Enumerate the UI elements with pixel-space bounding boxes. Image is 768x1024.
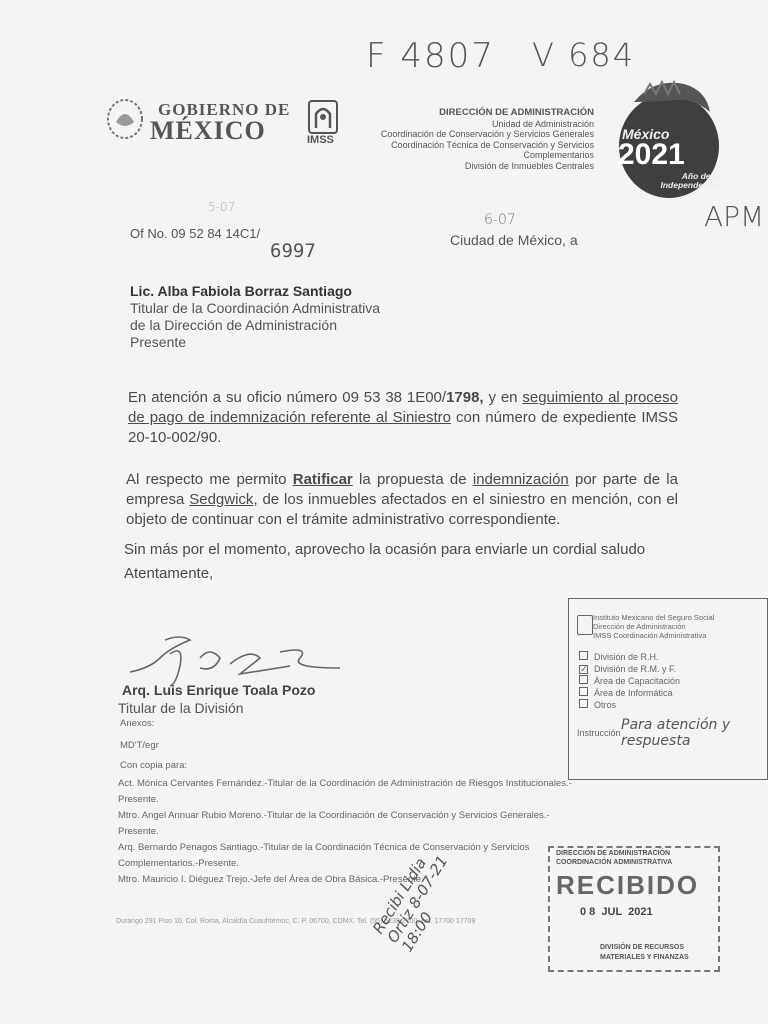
handwritten-folio-right: V 684: [532, 36, 636, 74]
body-paragraph-1: [128, 388, 678, 448]
checkbox-icon[interactable]: [579, 699, 588, 708]
handwritten-top-note: 5-07: [208, 200, 236, 214]
routing-option[interactable]: [579, 675, 680, 687]
received-stamp: [548, 846, 720, 972]
government-name-line2: MÉXICO: [150, 116, 266, 145]
routing-instruction-handwritten: Para atención y respuesta: [621, 717, 731, 749]
cc-line: Mtro. Mauricio I. Diéguez Trejo.-Jefe del Área de Obra Básica.-Presente.: [118, 874, 424, 885]
p2-text: , de los inmuebles afectados en el siniestro en mención, con el objeto de continuar con el trámite administrativo correspondiente.: [126, 491, 678, 528]
cc-title: Con copia para:: [120, 760, 188, 771]
handwritten-folio-left: F 4807: [366, 36, 495, 76]
routing-options: [579, 651, 680, 711]
p1-underlined: seguimiento al proceso de pago de indemnización referente al Siniestro: [128, 389, 678, 426]
recipient-block: [130, 282, 380, 351]
handwritten-date-note: 6-07: [484, 212, 516, 228]
cc-line: Arq. Bernardo Penagos Santiago.-Titular de la Coordinación Técnica de Conservación y Servicios: [118, 842, 530, 853]
independence-2021-badge: [614, 72, 724, 202]
cc-line: Presente.: [118, 826, 159, 837]
routing-option-label: División de R.M. y F.: [594, 664, 677, 674]
dependency-header: [330, 108, 594, 171]
p1-text: con número de expediente IMSS 20-10-002/90.: [128, 409, 679, 446]
office-number: Of No. 09 52 84 14C1/: [130, 226, 261, 241]
stamp-line: COORDINACIÓN ADMINISTRATIVA: [556, 859, 673, 866]
stamp-line: DIVISIÓN DE RECURSOS: [600, 944, 685, 951]
office-number-stamp: 6997: [270, 240, 316, 262]
stamp-date: 0 8 JUL 2021: [580, 906, 653, 918]
checkbox-icon[interactable]: [579, 687, 588, 696]
routing-header-line: Instituto Mexicano del Seguro Social: [593, 613, 715, 622]
routing-option-label: Área de Informática: [594, 688, 673, 698]
cc-line: Act. Mónica Cervantes Fernández.-Titular de la Coordinación de Administración de Riesgos Institucionales.-: [118, 778, 572, 789]
dependency-line: Coordinación de Conservación y Servicios Generales: [380, 129, 594, 139]
dependency-line: División de Inmuebles Centrales: [464, 160, 594, 171]
routing-option[interactable]: [579, 699, 680, 711]
routing-option[interactable]: [579, 687, 680, 699]
routing-option-label: Otros: [594, 700, 617, 710]
badge-subtitle-text: Año de la Independencia: [660, 171, 720, 190]
routing-option[interactable]: [579, 663, 680, 675]
handwritten-margin-note: APM: [704, 200, 765, 233]
checkbox-checked-icon[interactable]: ✓: [580, 664, 588, 674]
routing-box: [568, 598, 768, 780]
p2-company: Sedgwick: [189, 491, 254, 508]
routing-header-line: Dirección de Administración: [593, 622, 686, 631]
recipient-line: Presente: [130, 334, 187, 350]
annexes-label: Anexos:: [120, 718, 155, 729]
checkbox-icon[interactable]: [579, 651, 588, 660]
p2-text: la propuesta de: [352, 471, 473, 488]
badge-year-text: 2021: [618, 138, 685, 171]
body-paragraph-3: Sin más por el momento, aprovecho la ocasión para enviarle un cordial saludo: [124, 541, 646, 558]
p2-text: por parte de la empresa: [126, 471, 678, 508]
p1-text: y en: [483, 389, 523, 406]
recipient-line: Titular de la Coordinación Administrativa: [130, 300, 381, 316]
recipient-name: Lic. Alba Fabiola Borraz Santiago: [130, 283, 352, 299]
initials: MD'T/egr: [120, 740, 159, 751]
handwritten-receipt-note: Recibi Lidia Ortiz 8-07-21 18:00: [369, 852, 452, 956]
routing-logo-icon: [577, 615, 593, 635]
p2-ratificar: Ratificar: [292, 471, 353, 488]
checkbox-icon[interactable]: [579, 675, 588, 684]
p1-text: En atención a su oficio número 09 53 38 1E00/: [128, 389, 447, 406]
p1-office-ref: 1798,: [446, 389, 484, 406]
footer-address: Durango 291 Piso 10, Col. Roma, Alcaldía Cuauhtémoc, C. P. 06700, CDMX. Tel. (55) 5238 2700, ext. 17700 17709: [116, 918, 476, 925]
p2-text: Al respecto me permito: [126, 471, 293, 488]
stamp-line: MATERIALES Y FINANZAS: [600, 954, 689, 961]
dependency-line: Coordinación Técnica de Conservación y Servicios: [391, 139, 594, 150]
cc-line: Presente.: [118, 794, 159, 805]
dependency-line: DIRECCIÓN DE ADMINISTRACIÓN: [439, 107, 594, 118]
signer-name: Arq. Luis Enrique Toala Pozo: [122, 682, 316, 698]
routing-option-label: División de R.H.: [594, 652, 659, 662]
city-date: Ciudad de México, a: [450, 232, 578, 248]
closing: Atentamente,: [124, 565, 214, 582]
routing-option[interactable]: [579, 651, 680, 663]
routing-instruction-label: Instrucción: [577, 728, 621, 738]
cc-line: Complementarios.-Presente.: [118, 858, 239, 869]
dependency-line: Complementarios: [523, 150, 594, 160]
signature-image: [110, 628, 350, 688]
p2-underlined: indemnización: [472, 471, 569, 488]
routing-header: [593, 613, 767, 640]
signer-title: Titular de la División: [118, 700, 244, 716]
routing-header-line: IMSS Coordinación Administrativa: [593, 631, 707, 640]
cc-line: Mtro. Angel Annuar Rubio Moreno.-Titular de la Coordinación de Conservación y Servicios Generales.-: [118, 810, 550, 821]
government-seal-icon: [104, 96, 146, 142]
routing-option-label: Área de Capacitación: [594, 676, 681, 686]
imss-label: IMSS: [307, 134, 334, 146]
government-name-line1: GOBIERNO DE: [158, 100, 291, 119]
stamp-received: RECIBIDO: [556, 870, 700, 900]
body-paragraph-2: [126, 470, 678, 530]
recipient-line: de la Dirección de Administración: [130, 317, 337, 333]
stamp-line: DIRECCIÓN DE ADMINISTRACIÓN: [556, 850, 671, 857]
badge-mexico-text: México: [622, 126, 670, 142]
dependency-line: Unidad de Administración: [491, 118, 594, 129]
